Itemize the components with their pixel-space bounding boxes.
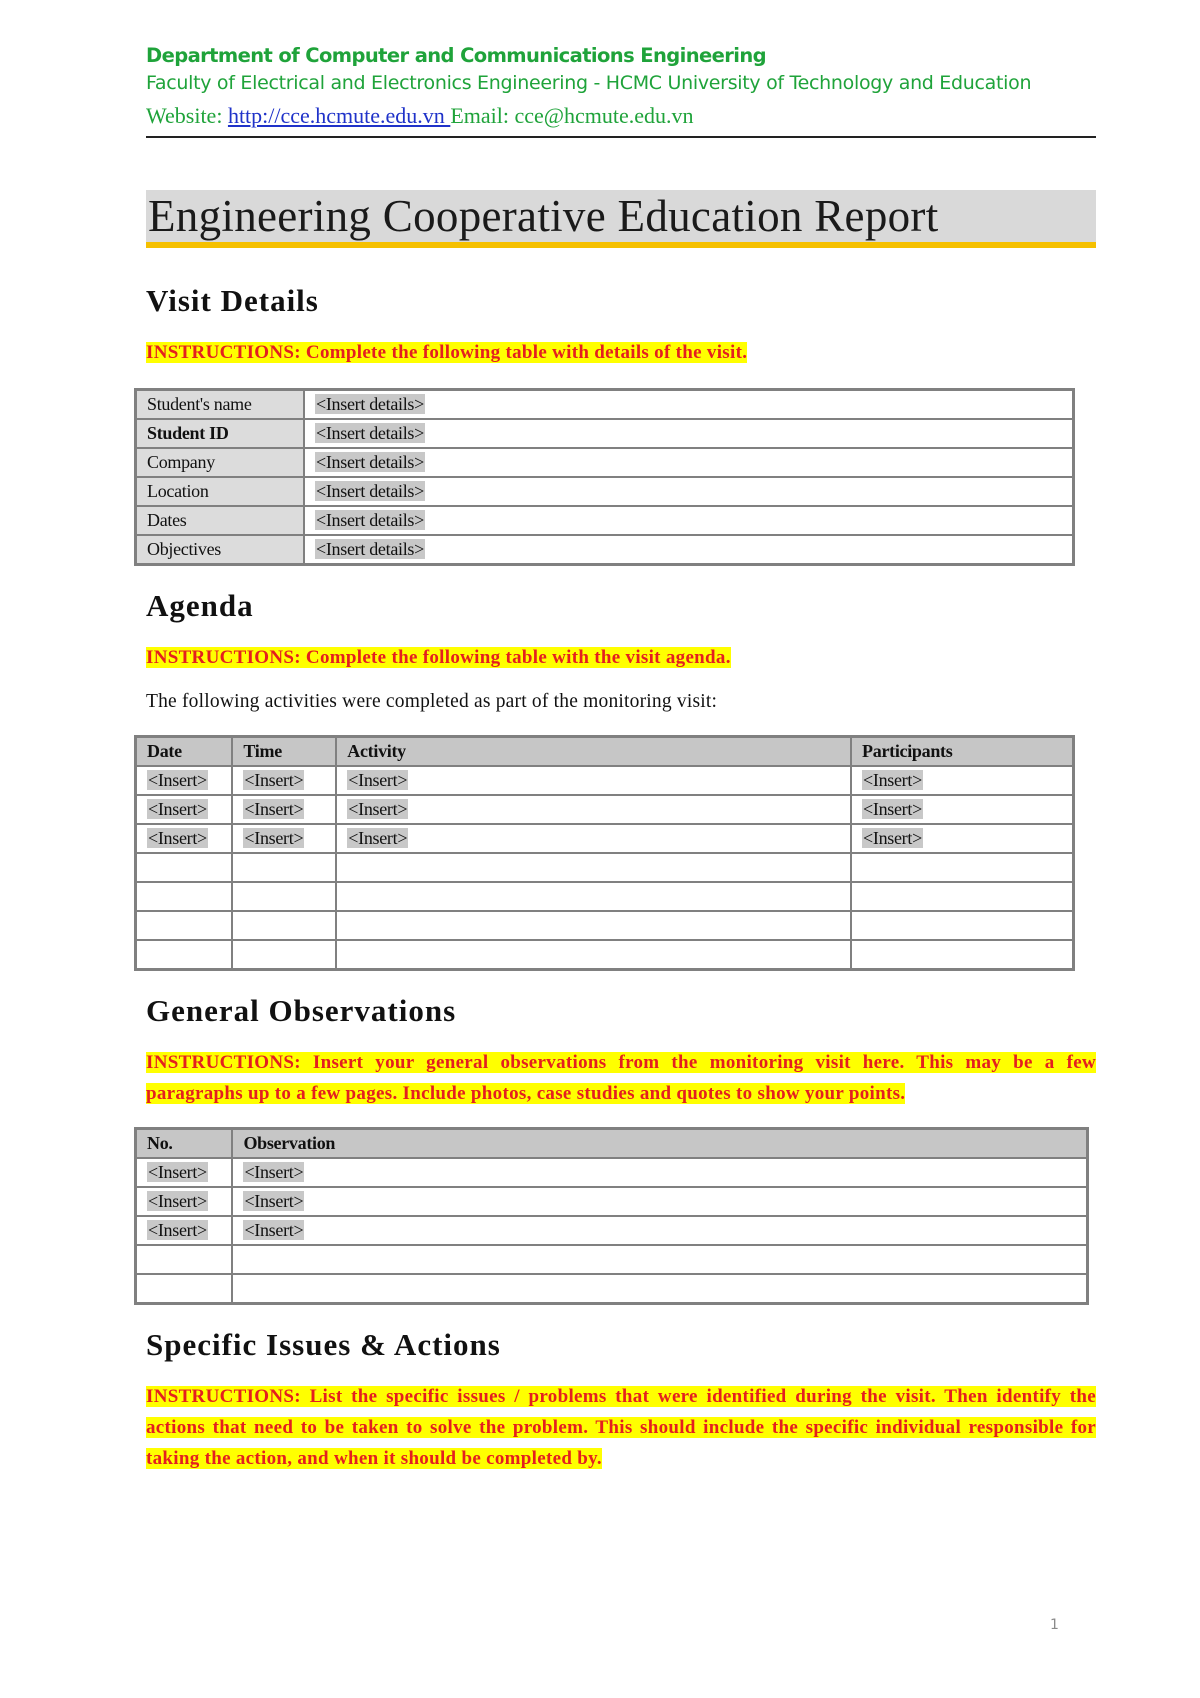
field-value (304, 535, 1074, 565)
table-cell (851, 795, 1073, 824)
table-cell (851, 882, 1073, 911)
placeholder-text: <Insert> (863, 828, 922, 848)
table-cell (136, 1187, 233, 1216)
cell-text: Time (243, 741, 282, 761)
document-page (146, 44, 1096, 1474)
placeholder-text: <Insert details> (316, 510, 424, 530)
table-row (136, 795, 1074, 824)
cell-text: No. (147, 1133, 173, 1153)
observations-table (134, 1127, 1089, 1305)
cell-text: Participants (862, 741, 953, 761)
table-cell (232, 1216, 1087, 1245)
observations-heading: General Observations (146, 993, 457, 1028)
placeholder-text: <Insert> (348, 828, 408, 848)
table-cell (336, 853, 851, 882)
agenda-intro: The following activities were completed as part of the monitoring visit: (146, 691, 718, 712)
table-cell (851, 911, 1073, 940)
column-header (232, 737, 336, 767)
column-header (136, 1129, 233, 1159)
title-bar (146, 190, 1096, 248)
table-cell (136, 824, 233, 853)
agenda-heading: Agenda (146, 588, 254, 623)
field-value (304, 390, 1074, 420)
visit-details-heading: Visit Details (146, 283, 319, 318)
placeholder-text: <Insert> (148, 770, 207, 790)
table-row (136, 766, 1074, 795)
cell-text: Activity (347, 741, 406, 761)
table-cell (851, 940, 1073, 970)
table-row (136, 1245, 1088, 1274)
cell-text: Objectives (147, 539, 221, 559)
cell-text: Dates (147, 510, 187, 530)
table-cell (851, 824, 1073, 853)
placeholder-text: <Insert> (348, 770, 408, 790)
table-cell (232, 766, 336, 795)
placeholder-text: <Insert> (348, 799, 408, 819)
table-cell (851, 853, 1073, 882)
table-row (136, 477, 1074, 506)
placeholder-text: <Insert> (148, 828, 207, 848)
field-value (304, 419, 1074, 448)
placeholder-text: <Insert> (863, 770, 922, 790)
field-value (304, 506, 1074, 535)
column-header (136, 737, 233, 767)
placeholder-text: <Insert> (244, 1162, 304, 1182)
table-cell (136, 940, 233, 970)
table-row (136, 448, 1074, 477)
email-text: Email: cce@hcmute.edu.vn (450, 103, 694, 128)
column-header (232, 1129, 1087, 1159)
observations-instructions: INSTRUCTIONS: Insert your general observations from the monitoring visit here. This may be a few paragraphs up to a few pages. Include photos, case studies and quotes to show your points. (146, 1052, 1096, 1104)
placeholder-text: <Insert> (244, 1191, 304, 1211)
table-row (136, 1158, 1088, 1187)
placeholder-text: <Insert> (148, 1191, 207, 1211)
cell-text: Student ID (147, 423, 229, 443)
table-cell (336, 911, 851, 940)
table-cell (136, 766, 233, 795)
table-cell (232, 911, 336, 940)
table-cell (136, 882, 233, 911)
placeholder-text: <Insert> (244, 1220, 304, 1240)
cell-text: Company (147, 452, 215, 472)
field-label (136, 506, 305, 535)
cell-text: Location (147, 481, 209, 501)
table-row (136, 824, 1074, 853)
department-name: Department of Computer and Communications Engineering (146, 44, 766, 67)
table-row (136, 1216, 1088, 1245)
table-cell (136, 911, 233, 940)
placeholder-text: <Insert> (244, 770, 304, 790)
field-label (136, 535, 305, 565)
table-row (136, 882, 1074, 911)
cell-text: Date (147, 741, 182, 761)
field-label (136, 419, 305, 448)
issues-instructions: INSTRUCTIONS: List the specific issues / problems that were identified during the visit. Then identify the actions that need to be taken to solve the problem. This should include the specific individual responsible for taking the action, and when it should be completed by. (146, 1386, 1096, 1469)
table-cell (136, 1245, 233, 1274)
placeholder-text: <Insert details> (316, 481, 424, 501)
table-cell (232, 1245, 1087, 1274)
table-cell (232, 940, 336, 970)
placeholder-text: <Insert details> (316, 452, 424, 472)
table-row (136, 419, 1074, 448)
table-cell (336, 882, 851, 911)
table-row (136, 911, 1074, 940)
table-cell (232, 1187, 1087, 1216)
table-cell (336, 824, 851, 853)
document-title: Engineering Cooperative Education Report (148, 191, 939, 241)
table-row (136, 1274, 1088, 1304)
header-rule (146, 136, 1096, 138)
cell-text: Student's name (147, 394, 252, 414)
table-cell (851, 766, 1073, 795)
table-cell (136, 1158, 233, 1187)
agenda-instructions: INSTRUCTIONS: Complete the following table with the visit agenda. (146, 647, 731, 668)
website-link[interactable]: http://cce.hcmute.edu.vn (227, 103, 451, 128)
table-cell (336, 795, 851, 824)
contact-line (146, 103, 1096, 129)
visit-details-table (134, 388, 1075, 566)
page-number: 1 (1050, 1617, 1059, 1633)
table-cell (336, 766, 851, 795)
faculty-name: Faculty of Electrical and Electronics Engineering - HCMC University of Technology and Education (146, 72, 1032, 94)
placeholder-text: <Insert> (148, 799, 207, 819)
table-cell (232, 1158, 1087, 1187)
placeholder-text: <Insert details> (316, 394, 424, 414)
table-row (136, 390, 1074, 420)
column-header (336, 737, 851, 767)
table-row (136, 506, 1074, 535)
cell-text: Observation (243, 1133, 336, 1153)
table-cell (336, 940, 851, 970)
table-cell (232, 824, 336, 853)
table-cell (232, 1274, 1087, 1304)
field-value (304, 477, 1074, 506)
placeholder-text: <Insert> (148, 1220, 207, 1240)
table-cell (232, 853, 336, 882)
table-cell (136, 1216, 233, 1245)
table-cell (136, 795, 233, 824)
field-label (136, 477, 305, 506)
column-header (851, 737, 1073, 767)
table-row (136, 1187, 1088, 1216)
table-cell (232, 795, 336, 824)
table-row (136, 940, 1074, 970)
field-label (136, 448, 305, 477)
placeholder-text: <Insert> (244, 799, 304, 819)
field-label (136, 390, 305, 420)
table-cell (136, 853, 233, 882)
agenda-table (134, 735, 1075, 971)
placeholder-text: <Insert details> (316, 539, 424, 559)
table-row (136, 853, 1074, 882)
visit-instructions: INSTRUCTIONS: Complete the following table with details of the visit. (146, 342, 748, 363)
placeholder-text: <Insert> (863, 799, 922, 819)
table-cell (232, 882, 336, 911)
table-cell (136, 1274, 233, 1304)
table-row (136, 535, 1074, 565)
field-value (304, 448, 1074, 477)
website-label: Website: (146, 103, 228, 128)
placeholder-text: <Insert details> (316, 423, 424, 443)
placeholder-text: <Insert> (148, 1162, 207, 1182)
placeholder-text: <Insert> (244, 828, 304, 848)
issues-heading: Specific Issues & Actions (146, 1327, 501, 1362)
